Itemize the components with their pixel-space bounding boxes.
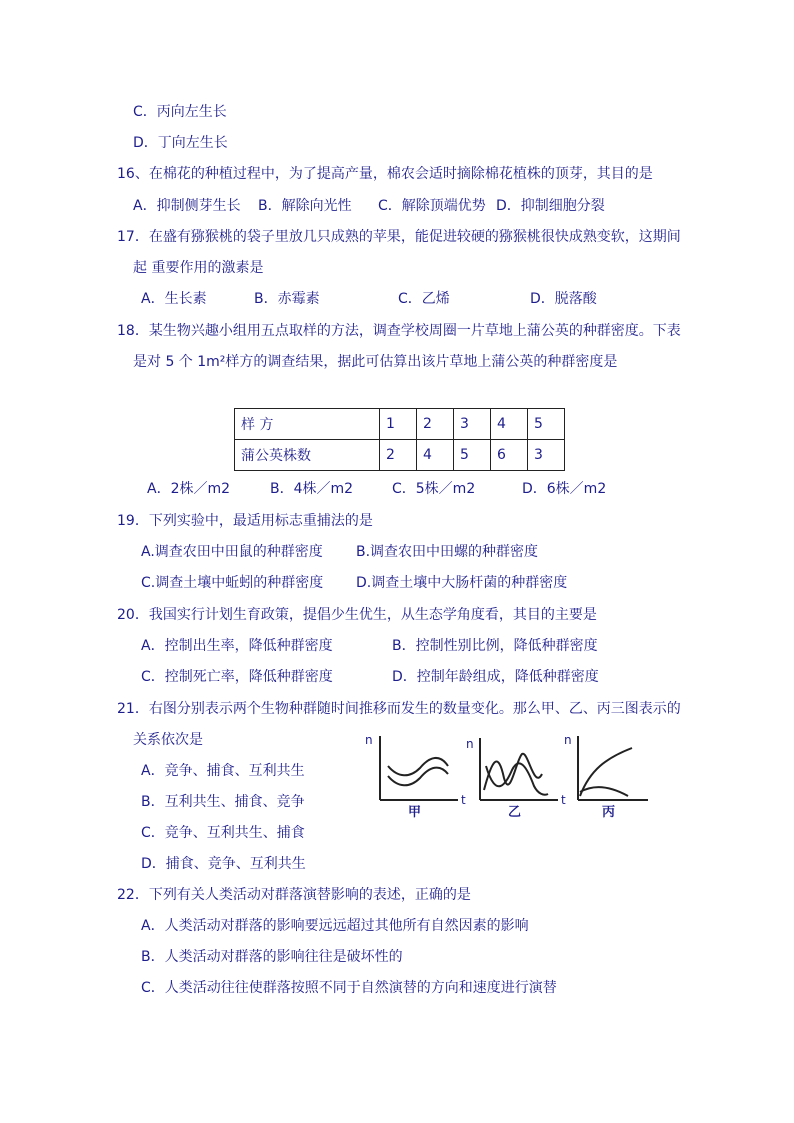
curve-yi-2 xyxy=(486,763,548,794)
table-row xyxy=(235,409,565,440)
curve-jia-1 xyxy=(388,758,448,775)
question-19: 19．下列实验中，最适用标志重捕法的是 xyxy=(117,513,373,529)
question-17: 17．在盛有猕猴桃的袋子里放几只成熟的苹果，能促进较硬的猕猴桃很快成熟变软，这期间 xyxy=(117,229,681,245)
question-21-cont: 关系依次是 xyxy=(133,732,203,748)
table-header-cell: 蒲公英株数 xyxy=(235,440,380,471)
option-20b: B．控制性别比例，降低种群密度 xyxy=(392,638,598,654)
option-21a: A．竞争、捕食、互利共生 xyxy=(141,763,305,779)
axis-n-label: n xyxy=(466,737,474,751)
population-curves-figure xyxy=(362,730,662,822)
option-16c: C．解除顶端优势 xyxy=(378,198,486,214)
graph-jia xyxy=(365,733,466,820)
graph-yi xyxy=(466,737,566,820)
question-17-cont: 起 重要作用的激素是 xyxy=(133,260,264,276)
table-cell: 2 xyxy=(417,409,454,440)
option-22b: B．人类活动对群落的影响往往是破坏性的 xyxy=(141,949,403,965)
question-18-cont: 是对 5 个 1m²样方的调查结果，据此可估算出该片草地上蒲公英的种群密度是 xyxy=(133,354,618,370)
axis-t-label: t xyxy=(461,793,466,807)
option-18a: A．2株／m2 xyxy=(147,481,231,497)
option-22a: A．人类活动对群落的影响要远远超过其他所有自然因素的影响 xyxy=(141,918,529,934)
sample-table xyxy=(234,408,565,471)
table-cell: 5 xyxy=(454,440,491,471)
table-cell: 4 xyxy=(491,409,528,440)
question-16: 16、在棉花的种植过程中，为了提高产量，棉农会适时摘除棉花植株的顶芽，其目的是 xyxy=(117,166,653,182)
option-19b: B.调查农田中田螺的种群密度 xyxy=(356,544,539,560)
table-cell: 3 xyxy=(454,409,491,440)
option-19a: A.调查农田中田鼠的种群密度 xyxy=(141,544,323,560)
option-18b: B．4株／m2 xyxy=(270,481,354,497)
option-15c: C．丙向左生长 xyxy=(133,104,227,120)
curve-bing-2 xyxy=(580,787,628,796)
option-15d: D．丁向左生长 xyxy=(133,135,228,151)
table-row xyxy=(235,440,565,471)
table-header-cell: 样 方 xyxy=(235,409,380,440)
option-21d: D．捕食、竞争、互利共生 xyxy=(141,856,306,872)
axis-n-label: n xyxy=(365,733,373,747)
graph-label-yi: 乙 xyxy=(508,805,522,820)
table-cell: 6 xyxy=(491,440,528,471)
question-20: 20．我国实行计划生育政策，提倡少生优生，从生态学角度看，其目的主要是 xyxy=(117,607,597,623)
option-19d: D.调查土壤中大肠杆菌的种群密度 xyxy=(356,575,568,591)
graph-label-jia: 甲 xyxy=(408,805,422,820)
option-21c: C．竞争、互利共生、捕食 xyxy=(141,825,305,841)
option-20a: A．控制出生率，降低种群密度 xyxy=(141,638,333,654)
option-21b: B．互利共生、捕食、竞争 xyxy=(141,794,305,810)
option-16a: A．抑制侧芽生长 xyxy=(133,198,241,214)
option-20d: D．控制年龄组成，降低种群密度 xyxy=(392,669,599,685)
option-17a: A．生长素 xyxy=(141,291,207,307)
option-20c: C．控制死亡率，降低种群密度 xyxy=(141,669,333,685)
option-17d: D．脱落酸 xyxy=(530,291,597,307)
axis-n-label: n xyxy=(564,733,572,747)
option-16d: D．抑制细胞分裂 xyxy=(496,198,605,214)
option-19c: C.调查土壤中蚯蚓的种群密度 xyxy=(141,575,324,591)
table-cell: 1 xyxy=(380,409,417,440)
table-cell: 4 xyxy=(417,440,454,471)
axis-t-label: t xyxy=(561,793,566,807)
option-17c: C．乙烯 xyxy=(398,291,450,307)
table-cell: 3 xyxy=(528,440,565,471)
graph-label-bing: 丙 xyxy=(602,805,616,820)
question-18: 18．某生物兴趣小组用五点取样的方法，调查学校周圈一片草地上蒲公英的种群密度。下表 xyxy=(117,323,681,339)
graph-bing xyxy=(564,733,648,820)
question-22: 22．下列有关人类活动对群落演替影响的表述，正确的是 xyxy=(117,887,471,903)
question-21: 21．右图分别表示两个生物种群随时间推移而发生的数量变化。那么甲、乙、丙三图表示的 xyxy=(117,701,681,717)
option-18d: D．6株／m2 xyxy=(522,481,607,497)
option-16b: B．解除向光性 xyxy=(258,198,352,214)
table-cell: 5 xyxy=(528,409,565,440)
option-18c: C．5株／m2 xyxy=(392,481,476,497)
option-22c: C．人类活动往往使群落按照不同于自然演替的方向和速度进行演替 xyxy=(141,980,557,996)
table-cell: 2 xyxy=(380,440,417,471)
option-17b: B．赤霉素 xyxy=(254,291,320,307)
